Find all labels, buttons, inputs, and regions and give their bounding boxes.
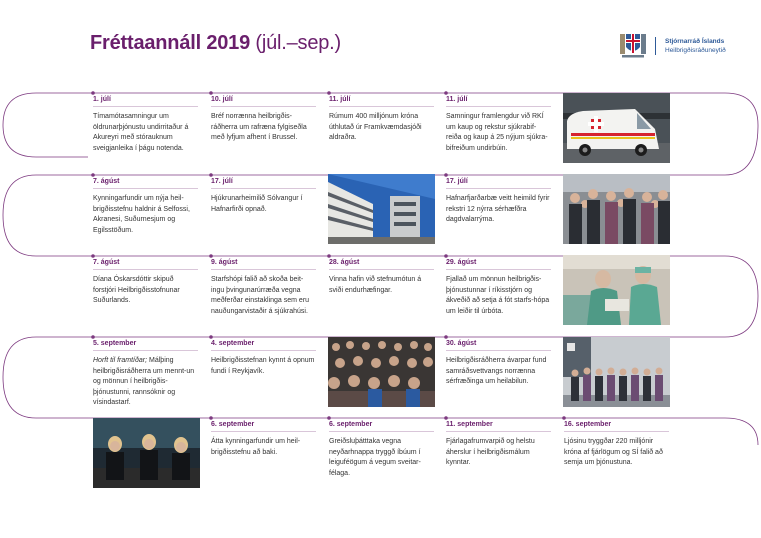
- photo-crowd: [563, 174, 670, 244]
- timeline-entry: [329, 96, 434, 144]
- entry-text-emphasis: Horft til framtíðar;: [93, 357, 148, 364]
- entry-text: Fjárlagafrumvarpið og helstu áherslur í heilbrigðismálum kynntar.: [446, 438, 535, 467]
- entry-text: Hafnarfjarðarbæ veitt heimild fyrir rekstri 12 nýrra sérhæfðra dagdvalarrýma.: [446, 195, 550, 224]
- entry-date: 29. ágúst: [446, 259, 551, 270]
- entry-date: 4. september: [211, 340, 316, 351]
- timeline-entry: [446, 259, 551, 317]
- photo-surgery: [563, 255, 670, 325]
- entry-text: Starfshópi falið að skoða beit-ingu þvingunarúrræða vegna meðferðar einstaklinga sem eru nauðungarvistaðir á sjúkrahúsi.: [211, 276, 310, 315]
- entry-date: 30. ágúst: [446, 340, 551, 351]
- entry-date: 6. september: [211, 421, 316, 432]
- timeline-entry: [211, 421, 316, 458]
- timeline-entry: [93, 259, 198, 307]
- timeline-entry: [446, 96, 551, 154]
- entry-text: Heilbrigðisstefnan kynnt á opnum fundi í Reykjavík.: [211, 357, 315, 375]
- entry-text: Tímamótasamningur um öldrunarþjónustu undirritaður á Akureyri með stórauknum sveigjanleika í þágu notenda.: [93, 113, 189, 152]
- entry-date: 7. ágúst: [93, 259, 198, 270]
- entry-date: 17. júlí: [211, 178, 316, 189]
- entry-text: Samningur framlengdur við RKÍ um kaup og rekstur sjúkrabif-reiða og kaup á 25 nýjum sjúkra-bifreiðum undirbúin.: [446, 113, 548, 152]
- entry-date: 11. júlí: [329, 96, 434, 107]
- timeline-entry: [446, 340, 551, 388]
- entry-text: Greiðsluþátttaka vegna neyðarhnappa tryggð íbúum í leiguféögum á vegum sveitar-félaga.: [329, 438, 421, 477]
- entry-date: 6. september: [329, 421, 434, 432]
- timeline-entry: [564, 421, 669, 469]
- entry-text-rest: Málþing heilbrigðisráðherra um mennt-un og mönnun í heilbrigðis-þjónustunni, rannsóknir og vísindastarf.: [93, 357, 195, 407]
- entry-date: 9. ágúst: [211, 259, 316, 270]
- timeline-entry: [211, 340, 316, 377]
- entry-text: Bréf norrænna heilbrigðis-ráðherra um rafræna fylgiseðla með lyfjum afhent í Brussel.: [211, 113, 307, 142]
- entry-date: 17. júlí: [446, 178, 551, 189]
- entry-text: Ljósinu tryggðar 220 milljónir króna af fjárlögum og SÍ falið að semja um þjónustuna.: [564, 438, 663, 467]
- entry-date: 7. ágúst: [93, 178, 198, 189]
- photo-audience: [328, 337, 435, 407]
- entry-date: 5. september: [93, 340, 198, 351]
- entry-text: Kynningarfundir um nýja heil-brigðisstefnu haldnir á Selfossi, Akranesi, Suðurnesjum og Egilsstöðum.: [93, 195, 190, 234]
- timeline-entry: [93, 96, 198, 154]
- title-main: Fréttaannáll 2019: [90, 32, 251, 54]
- timeline-entry: [329, 421, 434, 479]
- timeline-entry: [211, 178, 316, 215]
- logo-divider: [655, 37, 656, 55]
- photo-ambulance: [563, 93, 670, 163]
- photo-panel: [93, 418, 200, 488]
- timeline-entry: [211, 259, 316, 317]
- entry-text: Hjúkrunarheimilið Sólvangur í Hafnarfirði opnað.: [211, 195, 303, 213]
- entry-text: Heilbrigðisráðherra ávarpar fund samráðsvettvangs norrænna sérfræðinga um heilabilun.: [446, 357, 547, 386]
- entry-date: 1. júlí: [93, 96, 198, 107]
- timeline-entry: [211, 96, 316, 144]
- timeline-entry: [446, 178, 551, 226]
- entry-date: 11. september: [446, 421, 551, 432]
- title-period: (júl.–sep.): [255, 32, 341, 54]
- entry-date: 16. september: [564, 421, 669, 432]
- coat-of-arms-icon: [618, 30, 648, 60]
- page-title: [90, 32, 341, 55]
- timeline-entry: [93, 340, 198, 409]
- entry-text: [93, 356, 198, 409]
- entry-date: 11. júlí: [446, 96, 551, 107]
- ministry-name: [665, 37, 726, 55]
- entry-text: Fjallað um mönnun heilbrigðis-þjónustunnar í ríkisstjórn og ákveðið að setja á fót starfs-hópa um leiðir til úrbóta.: [446, 276, 550, 315]
- entry-text: Vinna hafin við stefnumótun á sviði endurhæfingar.: [329, 276, 422, 294]
- entry-date: 10. júlí: [211, 96, 316, 107]
- entry-text: Rúmum 400 milljónum króna úthlutað úr Framkvæmdasjóði aldraðra.: [329, 113, 422, 142]
- entry-text: Átta kynningarfundir um heil-brigðisstefnu að baki.: [211, 438, 301, 456]
- org-line-2: Heilbrigðisráðuneytið: [665, 47, 726, 54]
- entry-text: Díana Óskarsdóttir skipuð forstjóri Heilbrigðisstofnunar Suðurlands.: [93, 276, 180, 305]
- entry-date: 28. ágúst: [329, 259, 434, 270]
- timeline-entry: [446, 421, 551, 469]
- org-line-1: Stjórnarráð Íslands: [665, 38, 725, 45]
- photo-building: [328, 174, 435, 244]
- photo-group: [563, 337, 670, 407]
- timeline-entry: [93, 178, 198, 236]
- timeline-entry: [329, 259, 434, 296]
